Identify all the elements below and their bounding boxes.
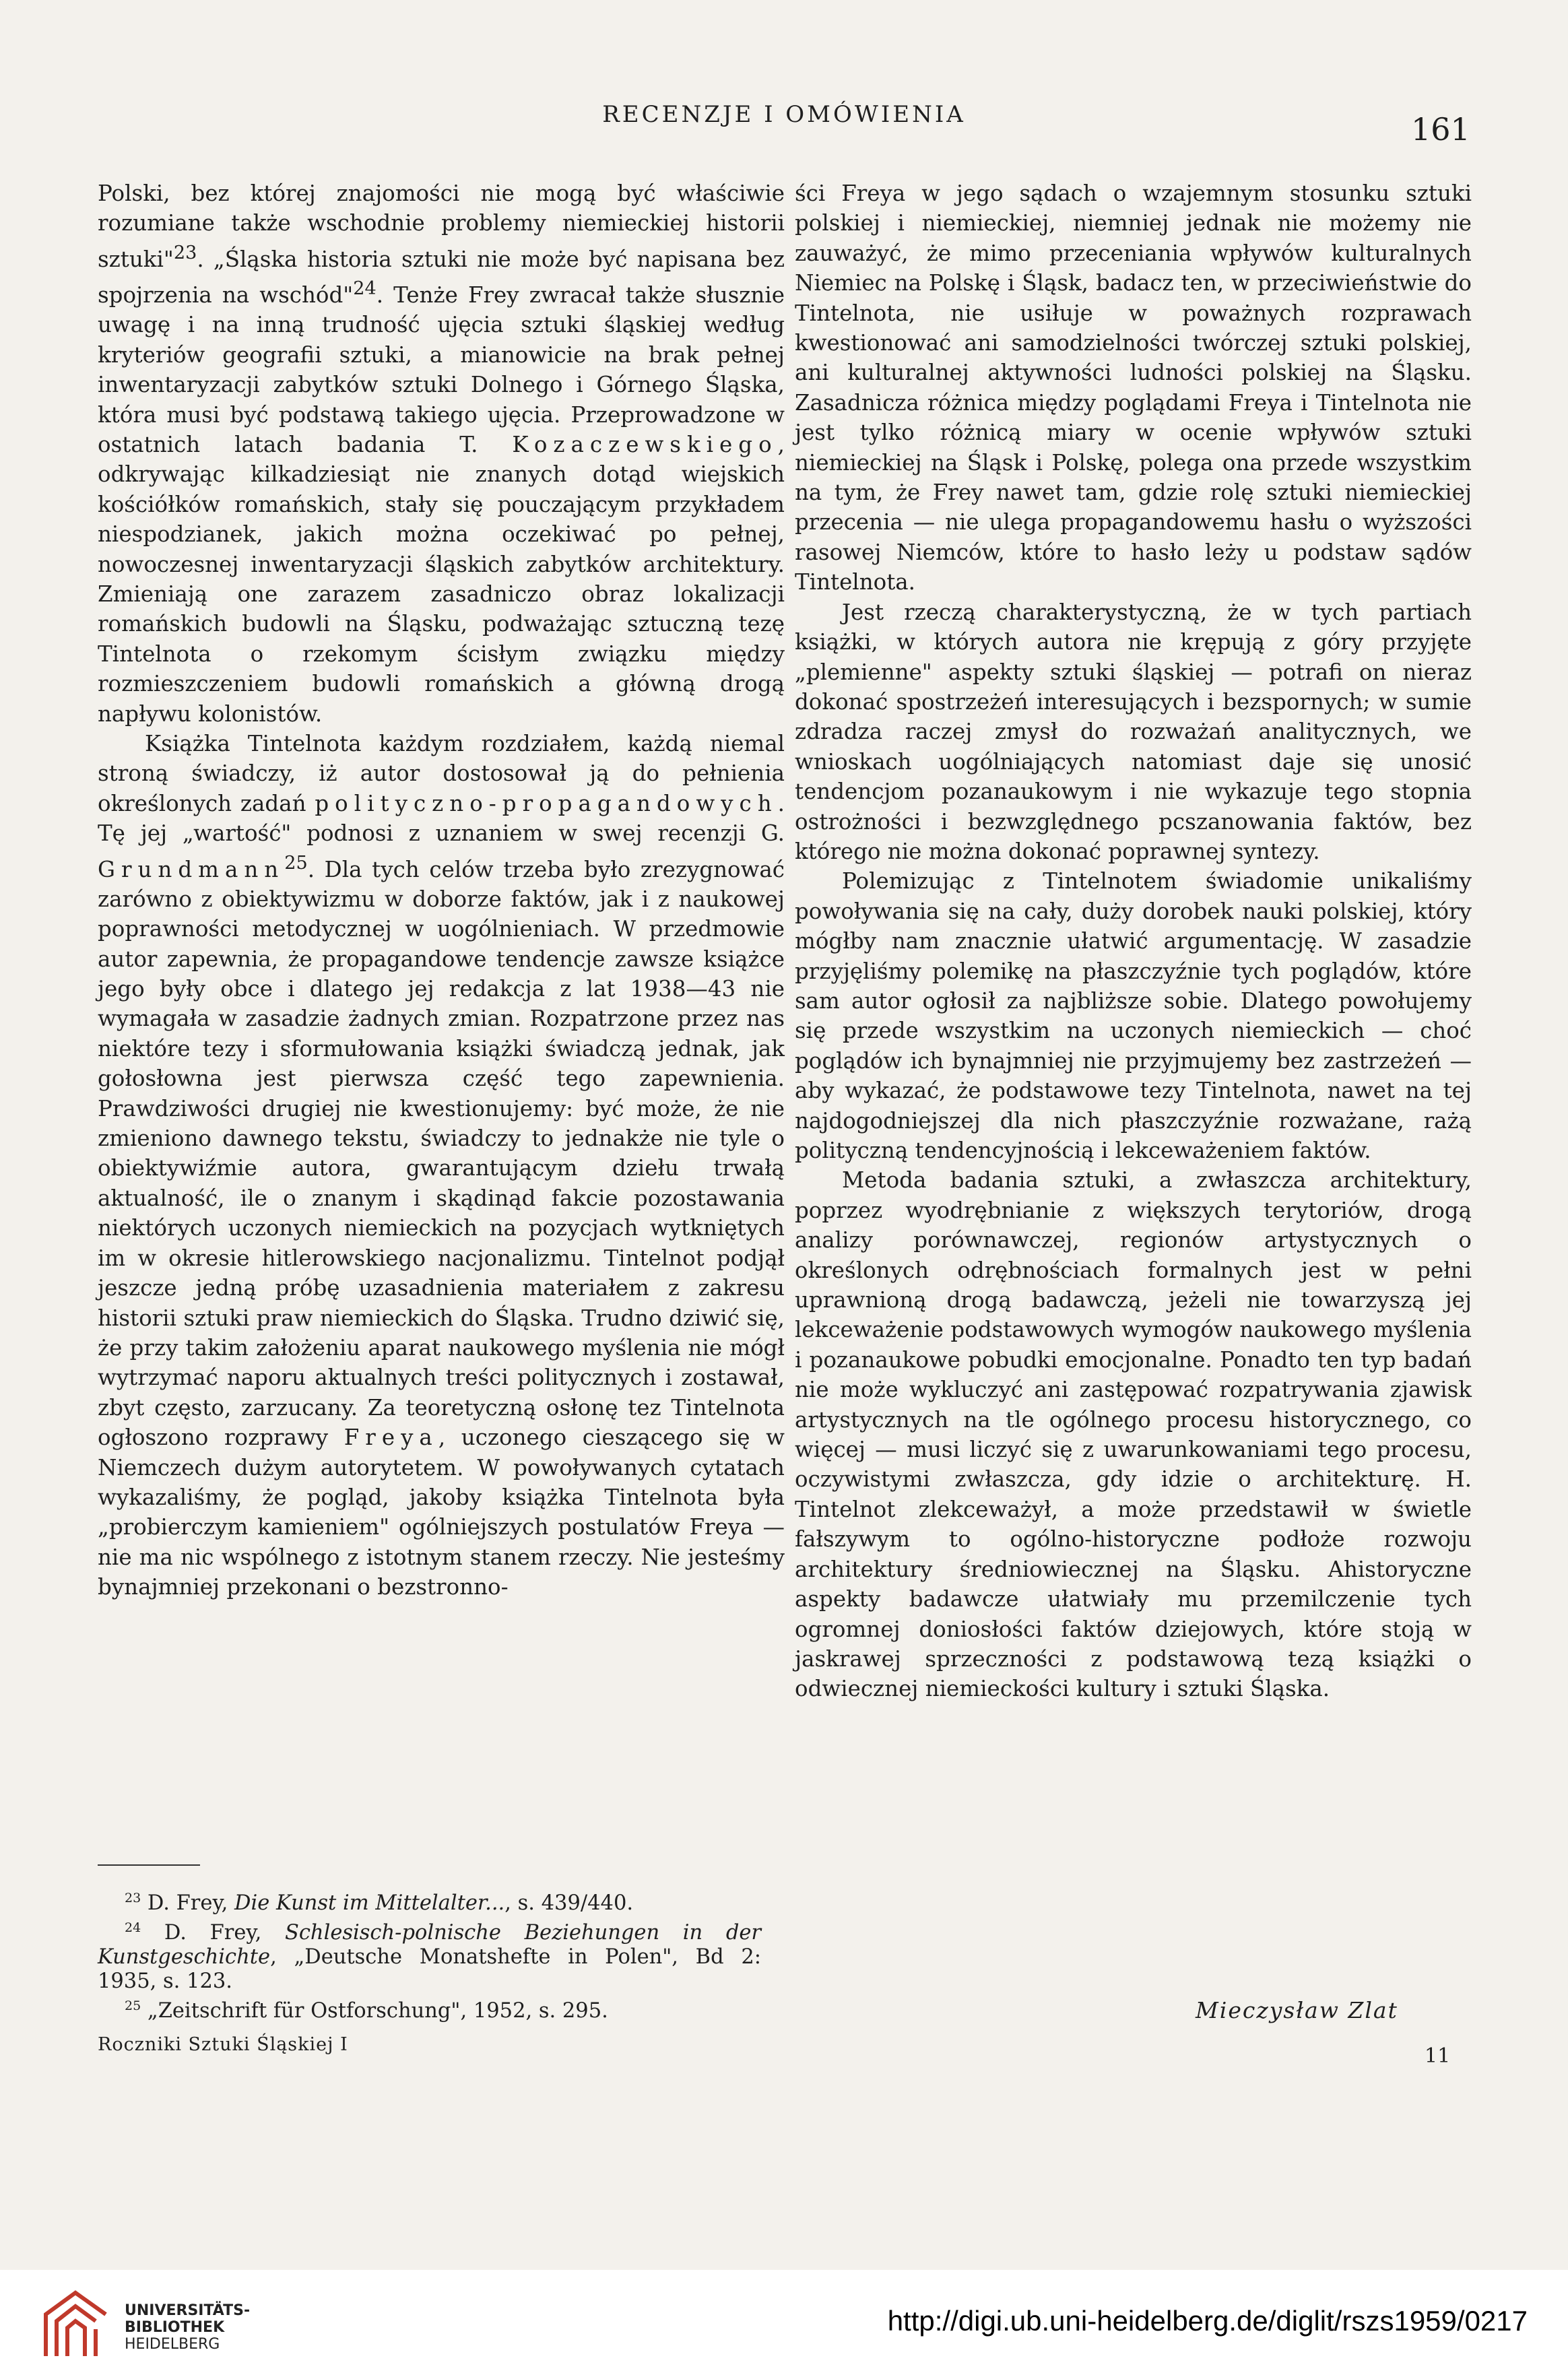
author-signature: Mieczysław Zlat	[1196, 1997, 1398, 2023]
left-column	[98, 178, 785, 1602]
institution-name	[125, 2302, 250, 2353]
footnote-25	[98, 1994, 761, 2023]
footnote-24	[98, 1916, 761, 1994]
spaced-name: Kozaczewskiego	[512, 431, 778, 457]
footnote-number: 25	[125, 1998, 141, 2014]
page-number: 161	[1411, 111, 1470, 148]
running-head: RECENZJE I OMÓWIENIA	[602, 101, 966, 128]
left-paragraph-2	[98, 729, 785, 1602]
text-run: Książka Tintelnota każdym rozdziałem, każdą niemal stroną świadczy, iż autor dostosował ją do pełnienia określonych zadań	[98, 730, 785, 816]
digitization-footer	[0, 2270, 1568, 2379]
text-run: . Dla tych celów trzeba było zrezygnować zarówno z obiektywizmu w doborze faktów, jak i z naukowej poprawności metodycznej w uogólnieniach. W przedmowie autor zapewnia, że propagandowe tendencje zawsze książce jego były obce i dlatego jej redakcja z lat 1938—43 nie wymagała w zasadzie żadnych zmian. Rozpatrzone przez nas niektóre tezy i sformułowania książki świadczą jednak, jak gołosłowna jest pierwsza część tego zapewnienia. Prawdziwości drugiej nie kwestionujemy: być może, że nie zmieniono dawnego tekstu, świadczy to jednakże nie tyle o obiektywiźmie autora, gwarantującym dziełu trwałą aktualność, ile o znanym i skądinąd fakcie pozostawania niektórych uczonych niemieckich na pozycjach wytkniętych im w okresie hitlerowskiego nacjonalizmu. Tintelnot podjął jeszcze jedną próbę uzasadnienia materiałem z zakresu historii sztuki praw niemieckich do Śląska. Trudno dziwić się, że przy takim założeniu aparat naukowego myślenia nie mógł wytrzymać naporu aktualnych treści politycznych i zostawał, zbyt często, zarzucany. Za teoretyczną osłonę tez Tintelnota ogłoszono rozprawy	[98, 856, 785, 1451]
footnote-ref-24: 24	[353, 278, 377, 300]
footnote-number: 23	[125, 1891, 141, 1905]
footnote-number: 24	[125, 1920, 141, 1936]
footnote-author: D. Frey,	[147, 1891, 235, 1916]
source-url-link[interactable]: http://digi.ub.uni-heidelberg.de/diglit/rszs1959/0217	[887, 2305, 1528, 2337]
text-run: , s. 439/440.	[504, 1891, 634, 1916]
text-run: , odkrywając kilkadziesiąt nie znanych dotąd wiejskich kościółków romańskich, stały się pouczającym przykładem niespodzianek, jakich można oczekiwać po pełnej, nowoczesnej inwentaryzacji śląskich zabytków architektury. Zmieniają one zarazem zasadniczo obraz lokalizacji romańskich budowli na Śląsku, podważając sztuczną tezę Tintelnota o rzekomym ścisłym związku między rozmieszczeniem budowli romańskich a główną drogą napływu kolonistów.	[98, 431, 785, 727]
spaced-name: Grundmann	[98, 856, 285, 882]
right-paragraph-3: Polemizując z Tintelnotem świadomie unikaliśmy powoływania się na cały, duży dorobek nauki polskiej, który mógłby nam znacznie ułatwić argumentację. W zasadzie przyjęliśmy polemikę na płaszczyźnie tych poglądów, które sam autor ogłosił za najbliższe sobie. Dlatego powołujemy się przede wszystkim na uczonych niemieckich — choć poglądów ich bynajmniej nie przyjmujemy bez zastrzeżeń — aby wykazać, że podstawowe tezy Tintelnota, nawet na tej najdogodniejszej dla nich płaszczyźnie rozważane, rażą polityczną tendencyjnością i lekceważeniem faktów.	[795, 868, 1472, 1163]
institution-line: HEIDELBERG	[125, 2336, 220, 2353]
right-paragraph-1: ści Freya w jego sądach o wzajemnym stosunku sztuki polskiej i niemieckiej, niemniej jednak nie możemy nie zauważyć, że mimo przeceniania wpływów kulturalnych Niemiec na Polskę i Śląsk, badacz ten, w przeciwieństwie do Tintelnota, nie usiłuje w poważnych rozprawach kwestionować ani samodzielności twórczej sztuki polskiej, ani kulturalnej aktywności ludności polskiej na Śląsku. Zasadnicza różnica między poglądami Freya i Tintelnota nie jest tylko różnicą miary w ocenie wpływów sztuki niemieckiej na Śląsk i Polskę, polega ona przede wszystkim na tym, że Frey nawet tam, gdzie rolę sztuki niemieckiej przecenia — nie ulega propagandowemu hasłu o wyższości rasowej Niemców, które to hasło leży u podstaw sądów Tintelnota.	[795, 181, 1472, 595]
right-paragraph-4: Metoda badania sztuki, a zwłaszcza architektury, poprzez wyodrębnianie z większych terytoriów, drogą analizy porównawczej, regionów artystycznych o określonych odrębnościach formalnych jest w pełni uprawnioną drogą badawczą, jeżeli nie towarzyszą jej lekceważenie podstawowych wymogów naukowego myślenia i pozanaukowe pobudki emocjonalne. Ponadto ten typ badań nie może wykluczyć ani zastępować rozpatrywania zjawisk artystycznych na tle ogólnego procesu historycznego, co więcej — musi liczyć się z uwarunkowaniami tego procesu, oczywistymi zwłaszcza, gdy idzie o architekturę. H. Tintelnot zlekceważył, a może przedstawił w świetle fałszywym to ogólno-historyczne podłoże rozwoju architektury średniowiecznej na Śląsku. Ahistoryczne aspekty badawcze ułatwiały mu przemilczenie tych ogromnej doniosłości faktów dziejowych, które stoją w jaskrawej sprzeczności z podstawową tezą książki o odwiecznej niemieckości kultury i sztuki Śląska.	[795, 1167, 1472, 1702]
text-run: . Tę jej „wartość" podnosi z uznaniem w swej recenzji G.	[98, 790, 785, 847]
right-paragraph-2: Jest rzeczą charakterystyczną, że w tych partiach książki, w których autora nie krępują z góry przyjęte „plemienne" aspekty sztuki śląskiej — potrafi on nieraz dokonać spostrzeżeń interesujących i bezspornych; w sumie zdradza raczej zmysł do rozważań analitycznych, we wnioskach uogólniających natomiast daje się unosić tendencjom pozanaukowym i nie wykazuje tego stopnia ostrożności i bezwzględnego pcszanowania faktów, bez którego nie można dokonać poprawnej syntezy.	[795, 599, 1472, 864]
sheet-number: 11	[1425, 2044, 1451, 2068]
footnote-author: D. Frey,	[164, 1921, 285, 1945]
journal-name: Roczniki Sztuki Śląskiej I	[98, 2034, 348, 2055]
right-column	[795, 178, 1472, 1704]
spaced-name: Freya	[344, 1425, 438, 1451]
left-paragraph-1	[98, 178, 785, 729]
footnote-ref-23: 23	[173, 242, 197, 263]
footnote-ref-25: 25	[284, 852, 308, 874]
footnote-title: Schlesisch-polnische Beziehungen in der Kunstgeschichte	[98, 1921, 761, 1969]
text-run: . Tenże Frey zwracał także słusznie uwagę i na inną trudność ujęcia sztuki śląskiej według kryteriów geografii sztuki, a mianowicie na brak pełnej inwentaryzacji zabytków sztuki Dolnego i Górnego Śląska, która musi być podstawą takiego ujęcia. Przeprowadzone w ostatnich latach badania T.	[98, 282, 785, 457]
spaced-emphasis: polityczno-propagandowych	[315, 790, 778, 816]
institution-line: BIBLIOTHEK	[125, 2319, 225, 2336]
text-run: Polski, bez której znajomości nie mogą być właściwie rozumiane także wschodnie problemy niemieckiej historii sztuki"	[98, 181, 785, 272]
text-run: , uczonego cieszącego się w Niemczech dużym autorytetem. W powoływanych cytatach wykazaliśmy, że pogląd, jakoby książka Tintelnota była „probierczym kamieniem" ogólniejszych postulatów Freya — nie ma nic wspólnego z istotnym stanem rzeczy. Nie jesteśmy bynajmniej przekonani o bezstronno-	[98, 1425, 785, 1600]
footnote-23	[98, 1886, 761, 1916]
institution-line: UNIVERSITÄTS-	[125, 2302, 251, 2319]
footnotes	[98, 1886, 761, 2023]
footnote-title: Die Kunst im Mittelalter...	[234, 1891, 505, 1916]
footnote-divider	[98, 1864, 200, 1866]
university-library-logo-icon	[40, 2287, 111, 2361]
text-run: . „Śląska historia sztuki nie może być napisana bez spojrzenia na wschód"	[98, 246, 785, 308]
text-run: , „Deutsche Monatshefte in Polen", Bd 2: 1935, s. 123.	[98, 1945, 761, 1994]
text-run: „Zeitschrift für Ostforschung", 1952, s. 295.	[147, 1999, 608, 2023]
